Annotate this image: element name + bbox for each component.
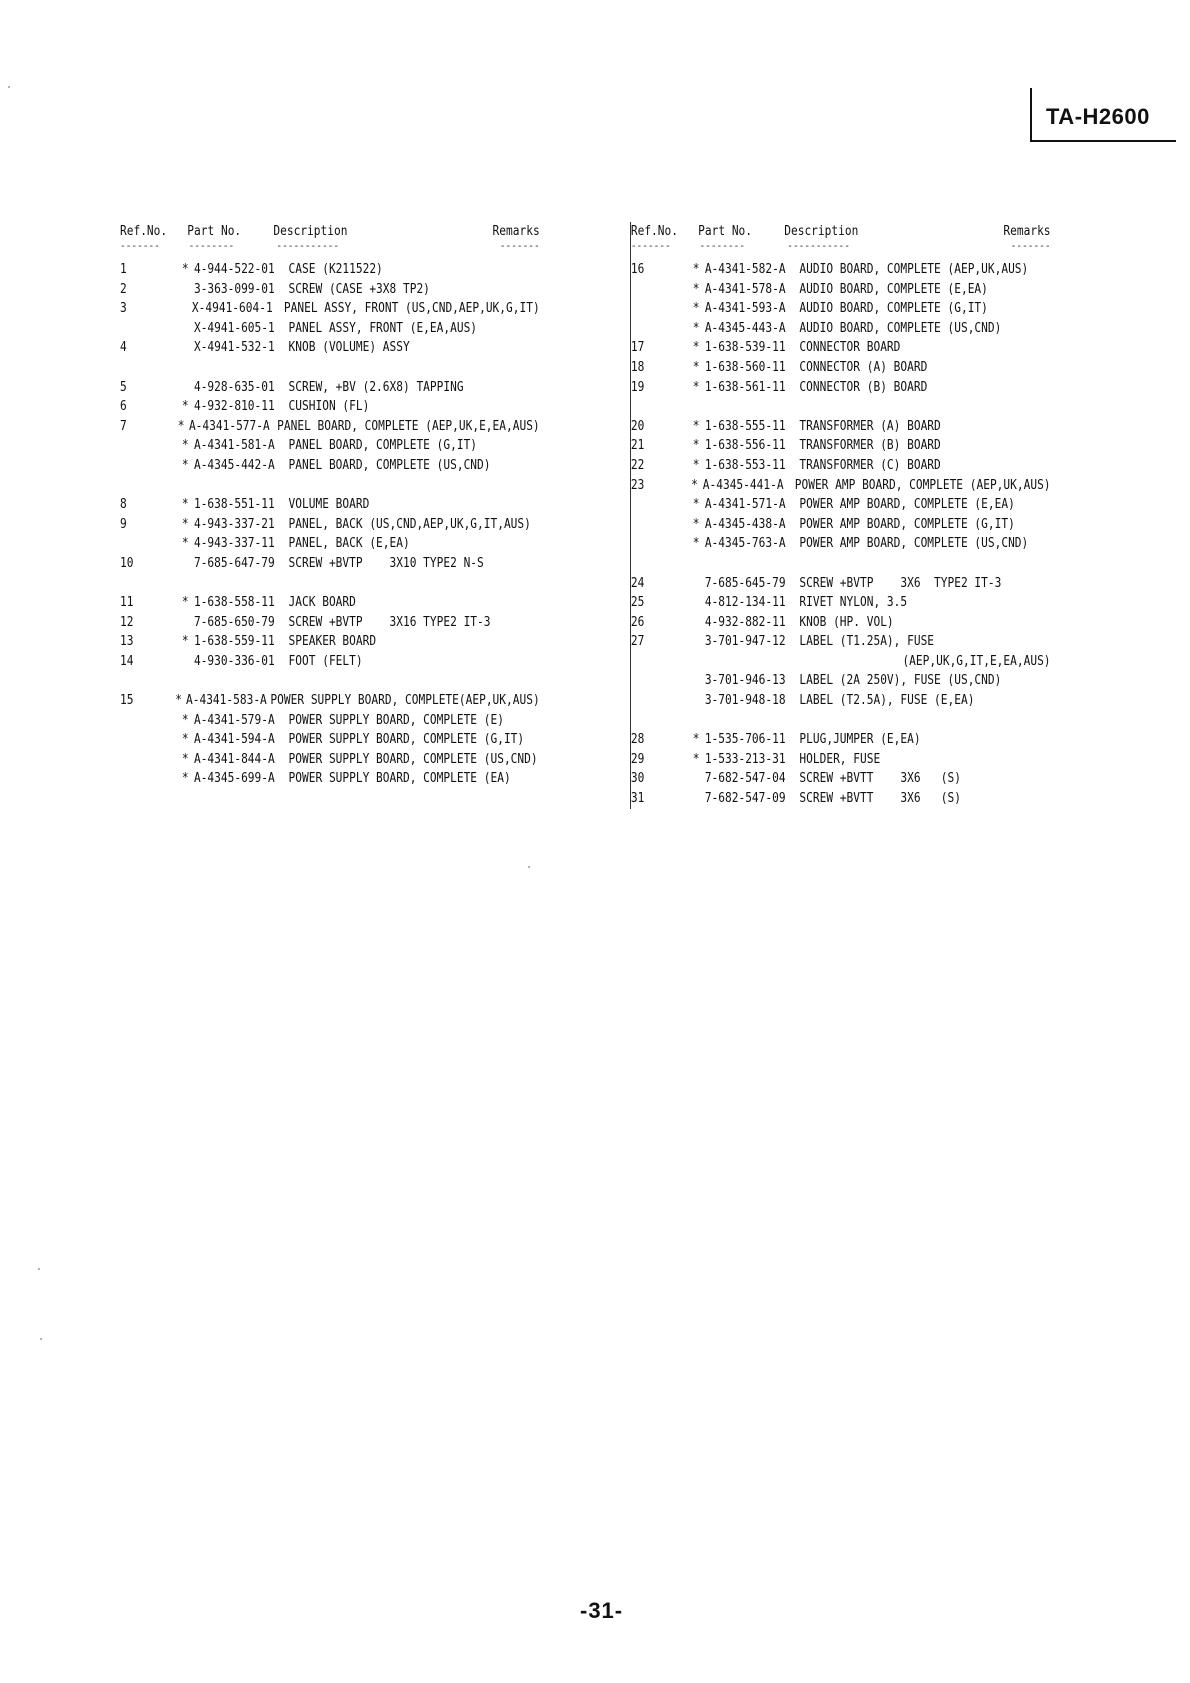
- scan-speck: [528, 866, 530, 868]
- part-no-cell: 1-638-560-11: [704, 359, 786, 375]
- asterisk-mark: *: [175, 693, 182, 709]
- scan-speck: [40, 1338, 42, 1340]
- part-no-cell: X-4941-604-1: [191, 301, 273, 317]
- table-row: [120, 632, 540, 652]
- ref-no-cell: 7: [120, 418, 127, 434]
- part-no-cell: 1-638-561-11: [704, 379, 786, 395]
- asterisk-mark: [693, 789, 705, 809]
- remarks-header: Remarks: [492, 224, 540, 240]
- ref-no-cell: 31: [630, 791, 645, 807]
- part-no-cell: A-4341-571-A: [704, 497, 786, 513]
- table-row: [120, 593, 540, 613]
- table-row: [631, 378, 1051, 398]
- part-no-cell: 1-638-555-11: [704, 418, 786, 434]
- table-row: [631, 534, 1051, 554]
- description-cell: VOLUME BOARD: [288, 497, 370, 513]
- asterisk-mark: *: [181, 536, 189, 552]
- asterisk-mark: [182, 613, 194, 633]
- table-row: [120, 769, 540, 789]
- ref-no-cell: 1: [120, 262, 127, 277]
- table-row: [631, 574, 1051, 594]
- ref-no-cell: 24: [630, 575, 645, 591]
- part-no-cell: 7-682-547-09: [704, 791, 786, 807]
- asterisk-mark: *: [181, 497, 189, 513]
- table-row: [631, 456, 1051, 476]
- part-no-cell: 7-682-547-04: [704, 771, 786, 787]
- description-cell: SPEAKER BOARD: [288, 634, 377, 650]
- ref-no-cell: 10: [120, 555, 134, 571]
- part-no-cell: 7-685-645-79: [704, 575, 786, 591]
- description-cell: POWER SUPPLY BOARD, COMPLETE (E): [288, 712, 504, 728]
- description-cell: RIVET NYLON, 3.5: [799, 595, 908, 611]
- ref-no-cell: 2: [120, 281, 127, 297]
- part-no-cell: 4-812-134-11: [704, 595, 786, 611]
- part-no-cell: 1-535-706-11: [704, 732, 786, 748]
- description-cell: POWER SUPPLY BOARD, COMPLETE (US,CND): [288, 751, 538, 767]
- asterisk-mark: [182, 378, 194, 398]
- part-no-cell: 3-363-099-01: [193, 281, 275, 297]
- asterisk-mark: [693, 769, 705, 789]
- part-no-cell: A-4345-763-A: [704, 536, 786, 552]
- part-no-cell: 1-638-539-11: [704, 340, 786, 356]
- description-cell: FOOT (FELT): [288, 653, 363, 669]
- ref-no-cell: 26: [630, 614, 645, 630]
- asterisk-mark: [182, 554, 194, 574]
- asterisk-mark: *: [181, 595, 189, 611]
- asterisk-mark: *: [181, 262, 189, 277]
- asterisk-mark: *: [181, 751, 189, 767]
- asterisk-mark: *: [692, 301, 700, 317]
- ref-no-cell: 11: [120, 595, 134, 611]
- ref-no-cell: [631, 534, 693, 554]
- part-no-cell: A-4341-579-A: [193, 712, 275, 728]
- ref-no-cell: 17: [630, 340, 645, 356]
- asterisk-mark: [693, 593, 705, 613]
- table-row: [120, 652, 540, 672]
- table-row: [120, 299, 540, 319]
- description-cell: POWER SUPPLY BOARD, COMPLETE (EA): [288, 771, 511, 787]
- part-no-cell: 1-638-551-11: [193, 497, 275, 513]
- page-number: -31-: [580, 1598, 624, 1623]
- ref-no-cell: 9: [120, 516, 127, 532]
- table-row: [631, 789, 1051, 809]
- asterisk-mark: [182, 338, 194, 358]
- description-cell: POWER AMP BOARD, COMPLETE (US,CND): [799, 536, 1029, 552]
- table-row: [120, 730, 540, 750]
- ref-no-cell: [631, 515, 693, 535]
- asterisk-mark: *: [692, 359, 700, 375]
- ref-no-cell: [631, 299, 693, 319]
- part-no-cell: 4-943-337-21: [193, 516, 275, 532]
- header-underline: ------- -------- ----------- -------: [630, 242, 1051, 252]
- table-row: [631, 280, 1051, 300]
- ref-no-cell: 20: [630, 418, 645, 434]
- part-no-cell: A-4345-443-A: [704, 320, 786, 336]
- description-cell: JACK BOARD: [288, 595, 356, 611]
- table-row: [631, 319, 1051, 339]
- part-no-cell: 3-701-947-12: [704, 634, 786, 650]
- part-no-cell: 4-932-810-11: [193, 399, 275, 415]
- parts-rows-right: [631, 260, 1051, 809]
- description-cell: PLUG,JUMPER (E,EA): [799, 732, 921, 748]
- table-row: [631, 495, 1051, 515]
- part-no-cell: A-4341-844-A: [193, 751, 275, 767]
- part-no-cell: A-4341-594-A: [193, 732, 275, 748]
- ref-no-cell: [631, 671, 693, 691]
- description-cell: SCREW (CASE +3X8 TP2): [288, 281, 430, 297]
- row-spacer: [120, 671, 540, 691]
- ref-no-cell: 5: [120, 379, 127, 395]
- description-cell: LABEL (T1.25A), FUSE: [799, 634, 935, 650]
- part-no-cell: [676, 652, 734, 672]
- description-cell: POWER AMP BOARD, COMPLETE (E,EA): [799, 497, 1015, 513]
- table-row: [120, 260, 540, 280]
- asterisk-mark: *: [692, 497, 700, 513]
- part-no-cell: A-4341-593-A: [704, 301, 786, 317]
- table-row: [631, 750, 1051, 770]
- asterisk-mark: [182, 652, 194, 672]
- part-no-cell: 1-533-213-31: [704, 751, 786, 767]
- table-row: [631, 652, 1051, 672]
- part-no-cell: 3-701-946-13: [704, 673, 786, 689]
- table-row: [631, 260, 1051, 280]
- table-row: [120, 554, 540, 574]
- ref-no-cell: [120, 319, 182, 339]
- scan-speck: [8, 86, 10, 88]
- table-row: [120, 280, 540, 300]
- asterisk-mark: *: [692, 281, 700, 297]
- table-row: [120, 436, 540, 456]
- table-row: [631, 338, 1051, 358]
- table-row: [631, 671, 1051, 691]
- table-row: [631, 299, 1051, 319]
- table-row: [120, 534, 540, 554]
- model-header-box: [1030, 88, 1176, 142]
- ref-no-cell: 27: [630, 634, 645, 650]
- ref-no-cell: 14: [120, 653, 134, 669]
- asterisk-mark: *: [181, 634, 189, 650]
- table-row: [631, 417, 1051, 437]
- column-header-row: [631, 222, 1051, 242]
- ref-no-cell: 22: [630, 457, 645, 473]
- asterisk-mark: *: [692, 438, 700, 454]
- parts-table-left: [120, 222, 540, 789]
- ref-no-cell: 12: [120, 614, 134, 630]
- part-no-cell: A-4341-578-A: [704, 281, 786, 297]
- description-cell: AUDIO BOARD, COMPLETE (E,EA): [799, 281, 988, 297]
- part-no-cell: 1-638-553-11: [704, 457, 786, 473]
- description-cell: PANEL, BACK (E,EA): [288, 536, 410, 552]
- asterisk-mark: *: [692, 340, 700, 356]
- row-spacer: [631, 397, 1051, 417]
- part-no-cell: A-4341-581-A: [193, 438, 275, 454]
- part-no-cell: 4-943-337-11: [193, 536, 275, 552]
- table-row: [631, 436, 1051, 456]
- parts-table-right: [630, 222, 1051, 809]
- description-cell: POWER SUPPLY BOARD, COMPLETE(AEP,UK,AUS): [270, 693, 540, 709]
- part-no-cell: 1-638-556-11: [704, 438, 786, 454]
- table-row: [631, 730, 1051, 750]
- description-cell: SCREW +BVTP 3X16 TYPE2 IT-3: [288, 614, 491, 630]
- parts-rows-left: [120, 260, 540, 789]
- table-row: [120, 613, 540, 633]
- table-row: [631, 632, 1051, 652]
- description-cell: PANEL BOARD, COMPLETE (AEP,UK,E,EA,AUS): [277, 418, 540, 434]
- table-row: [631, 593, 1051, 613]
- ref-no-cell: [631, 652, 669, 672]
- asterisk-mark: *: [181, 457, 189, 473]
- ref-no-cell: [631, 495, 693, 515]
- description-cell: CONNECTOR (A) BOARD: [799, 359, 928, 375]
- description-cell: SCREW +BVTP 3X6 TYPE2 IT-3: [799, 575, 1002, 591]
- table-row: [631, 691, 1051, 711]
- asterisk-mark: [182, 280, 194, 300]
- row-spacer: [120, 358, 540, 378]
- part-no-cell: 1-638-559-11: [193, 634, 275, 650]
- ref-no-cell: 28: [630, 732, 645, 748]
- description-cell: TRANSFORMER (A) BOARD: [799, 418, 941, 434]
- part-no-cell: 4-932-882-11: [704, 614, 786, 630]
- asterisk-mark: *: [181, 712, 189, 728]
- table-row: [120, 417, 540, 437]
- asterisk-mark: *: [181, 771, 189, 787]
- asterisk-mark: *: [692, 536, 700, 552]
- asterisk-mark: *: [181, 732, 189, 748]
- part-no-cell: A-4345-441-A: [702, 477, 784, 493]
- table-row: [120, 515, 540, 535]
- row-spacer: [120, 574, 540, 594]
- table-row: [631, 613, 1051, 633]
- description-cell: LABEL (T2.5A), FUSE (E,EA): [799, 693, 975, 709]
- part-no-cell: A-4345-438-A: [704, 516, 786, 532]
- table-row: [120, 750, 540, 770]
- part-no-cell: 7-685-650-79: [193, 614, 275, 630]
- part-no-header: Part No.: [698, 224, 753, 240]
- asterisk-mark: *: [692, 516, 700, 532]
- description-cell: PANEL ASSY, FRONT (E,EA,AUS): [288, 320, 478, 336]
- table-row: [120, 319, 540, 339]
- part-no-cell: X-4941-605-1: [193, 320, 275, 336]
- asterisk-mark: [182, 319, 194, 339]
- description-cell: POWER AMP BOARD, COMPLETE (AEP,UK,AUS): [794, 477, 1051, 493]
- part-no-cell: A-4345-442-A: [193, 457, 275, 473]
- asterisk-mark: [693, 632, 705, 652]
- ref-no-cell: [120, 711, 182, 731]
- ref-no-cell: 19: [630, 379, 645, 395]
- ref-no-cell: 29: [630, 751, 645, 767]
- asterisk-mark: *: [692, 732, 700, 748]
- asterisk-mark: [180, 299, 192, 319]
- description-cell: TRANSFORMER (B) BOARD: [799, 438, 941, 454]
- description-cell: CUSHION (FL): [288, 399, 370, 415]
- remarks-header: Remarks: [1003, 224, 1051, 240]
- description-cell: POWER SUPPLY BOARD, COMPLETE (G,IT): [288, 732, 525, 748]
- scan-speck: [38, 1268, 40, 1270]
- description-cell: (AEP,UK,G,IT,E,EA,AUS): [734, 653, 1051, 669]
- asterisk-mark: *: [181, 438, 189, 454]
- model-title: TA-H2600: [1046, 104, 1150, 129]
- ref-no-cell: [120, 750, 182, 770]
- description-header: Description: [784, 224, 859, 240]
- table-row: [120, 397, 540, 417]
- asterisk-mark: [669, 652, 676, 672]
- row-spacer: [631, 554, 1051, 574]
- part-no-cell: 3-701-948-18: [704, 693, 786, 709]
- description-cell: SCREW, +BV (2.6X8) TAPPING: [288, 379, 464, 395]
- asterisk-mark: *: [692, 751, 700, 767]
- part-no-cell: 1-638-558-11: [193, 595, 275, 611]
- ref-no-cell: 6: [120, 399, 127, 415]
- description-cell: PANEL BOARD, COMPLETE (US,CND): [288, 457, 491, 473]
- part-no-cell: A-4345-699-A: [193, 771, 275, 787]
- part-no-cell: 4-944-522-01: [193, 262, 275, 277]
- description-cell: POWER AMP BOARD, COMPLETE (G,IT): [799, 516, 1015, 532]
- part-no-cell: A-4341-582-A: [704, 262, 786, 277]
- table-row: [120, 338, 540, 358]
- ref-no-cell: 16: [630, 262, 645, 277]
- asterisk-mark: *: [181, 516, 189, 532]
- description-cell: SCREW +BVTT 3X6 (S): [799, 771, 961, 787]
- asterisk-mark: [693, 613, 705, 633]
- header-underline: ------- -------- ----------- -------: [120, 242, 540, 252]
- ref-no-cell: 13: [120, 634, 134, 650]
- row-spacer: [631, 711, 1051, 731]
- asterisk-mark: [693, 574, 705, 594]
- table-row: [631, 358, 1051, 378]
- table-row: [631, 476, 1051, 496]
- table-row: [120, 691, 540, 711]
- description-cell: AUDIO BOARD, COMPLETE (AEP,UK,AUS): [799, 262, 1029, 277]
- part-no-cell: A-4341-583-A: [186, 693, 267, 709]
- asterisk-mark: *: [691, 477, 698, 493]
- description-cell: TRANSFORMER (C) BOARD: [799, 457, 941, 473]
- ref-no-cell: [120, 730, 182, 750]
- part-no-cell: 4-928-635-01: [193, 379, 275, 395]
- part-no-cell: 7-685-647-79: [193, 555, 275, 571]
- asterisk-mark: [693, 691, 705, 711]
- ref-no-cell: 8: [120, 497, 127, 513]
- table-row: [120, 495, 540, 515]
- description-cell: LABEL (2A 250V), FUSE (US,CND): [799, 673, 1002, 689]
- description-cell: KNOB (HP. VOL): [799, 614, 894, 630]
- description-cell: PANEL, BACK (US,CND,AEP,UK,G,IT,AUS): [288, 516, 531, 532]
- ref-no-cell: 21: [630, 438, 645, 454]
- part-no-cell: X-4941-532-1: [193, 340, 275, 356]
- description-cell: CONNECTOR BOARD: [799, 340, 901, 356]
- ref-no-cell: [631, 319, 693, 339]
- asterisk-mark: *: [692, 379, 700, 395]
- asterisk-mark: *: [692, 320, 700, 336]
- asterisk-mark: *: [181, 399, 189, 415]
- ref-no-cell: 4: [120, 340, 127, 356]
- description-cell: SCREW +BVTT 3X6 (S): [799, 791, 961, 807]
- asterisk-mark: *: [692, 418, 700, 434]
- table-row: [631, 515, 1051, 535]
- ref-no-cell: [120, 769, 182, 789]
- part-no-cell: A-4341-577-A: [188, 418, 270, 434]
- part-no-cell: 4-930-336-01: [193, 653, 275, 669]
- asterisk-mark: *: [177, 418, 185, 434]
- description-cell: PANEL ASSY, FRONT (US,CND,AEP,UK,G,IT): [283, 301, 540, 317]
- description-cell: AUDIO BOARD, COMPLETE (US,CND): [799, 320, 1002, 336]
- asterisk-mark: [693, 671, 705, 691]
- ref-no-cell: 15: [120, 693, 134, 709]
- ref-no-header: Ref.No.: [120, 224, 168, 240]
- asterisk-mark: *: [692, 457, 700, 473]
- ref-no-cell: [120, 534, 182, 554]
- ref-no-cell: [120, 436, 182, 456]
- description-cell: KNOB (VOLUME) ASSY: [288, 340, 410, 356]
- description-header: Description: [273, 224, 348, 240]
- ref-no-cell: 25: [630, 595, 645, 611]
- table-row: [631, 769, 1051, 789]
- table-row: [120, 378, 540, 398]
- description-cell: CASE (K211522): [288, 262, 383, 277]
- ref-no-cell: 18: [630, 359, 645, 375]
- ref-no-cell: 3: [120, 301, 127, 317]
- ref-no-header: Ref.No.: [630, 224, 678, 240]
- table-row: [120, 456, 540, 476]
- description-cell: CONNECTOR (B) BOARD: [799, 379, 928, 395]
- ref-no-cell: [631, 280, 693, 300]
- table-row: [120, 711, 540, 731]
- column-header-row: [120, 222, 540, 242]
- asterisk-mark: *: [692, 262, 700, 277]
- description-cell: HOLDER, FUSE: [799, 751, 881, 767]
- description-cell: AUDIO BOARD, COMPLETE (G,IT): [799, 301, 988, 317]
- part-no-header: Part No.: [187, 224, 242, 240]
- description-cell: SCREW +BVTP 3X10 TYPE2 N-S: [288, 555, 484, 571]
- ref-no-cell: [631, 691, 693, 711]
- row-spacer: [120, 476, 540, 496]
- ref-no-cell: [120, 456, 182, 476]
- description-cell: PANEL BOARD, COMPLETE (G,IT): [288, 438, 478, 454]
- ref-no-cell: 30: [630, 771, 645, 787]
- ref-no-cell: 23: [630, 477, 645, 493]
